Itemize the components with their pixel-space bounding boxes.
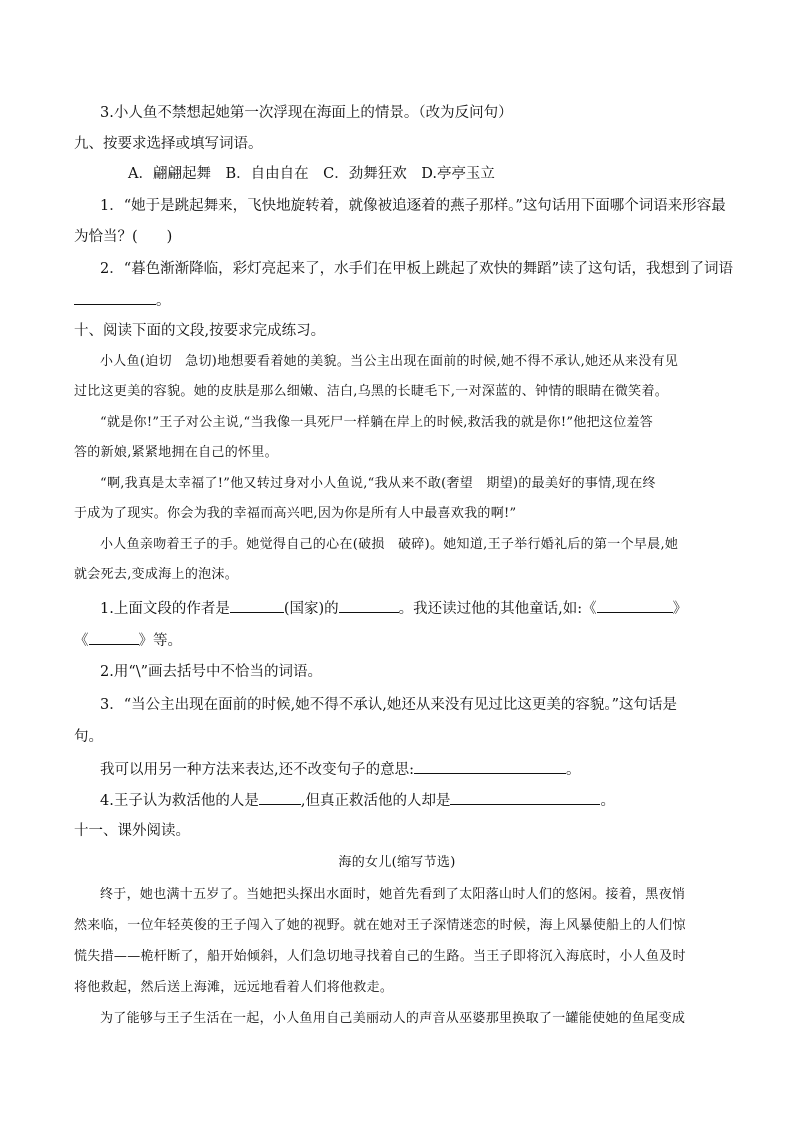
section-10-q3-line2: 句。 bbox=[74, 729, 103, 745]
real-savior-blank[interactable] bbox=[450, 790, 600, 805]
section-9-q1-line2: 为恰当？( ) bbox=[74, 229, 173, 245]
section-9-q2-line1: 2．“暮色渐渐降临，彩灯亮起来了，水手们在甲板上跳起了欢快的舞蹈”读了这句话，我想到了词语 bbox=[100, 261, 734, 277]
period: 。 bbox=[566, 762, 581, 778]
author-country-blank[interactable] bbox=[230, 598, 284, 613]
section-10-q3-line1: 3．“当公主出现在面前的时候,她不得不承认,她还从来没有见过比这更美的容貌。”这句话是 bbox=[100, 697, 678, 713]
section-9-heading: 九、按要求选择或填写词语。 bbox=[74, 136, 263, 152]
q1-text-c: 。我还读过他的其他童话,如:《 bbox=[398, 601, 597, 617]
section-11-heading: 十一、课外阅读。 bbox=[74, 823, 190, 839]
answer-blank[interactable] bbox=[74, 290, 156, 305]
question-8-3: 3.小人鱼不禁想起她第一次浮现在海面上的情景。（改为反问句） bbox=[100, 105, 513, 121]
q1-text-a: 1.上面文段的作者是 bbox=[100, 601, 230, 617]
story-title-blank-1[interactable] bbox=[597, 598, 673, 613]
word-options: A．翩翩起舞 B．自由自在 C．劲舞狂欢 D.亭亭玉立 bbox=[128, 166, 495, 182]
q4-text-a: 4.王子认为救活他的人是 bbox=[100, 793, 259, 809]
passage-11-p1-line1: 终于，她也满十五岁了。当她把头探出水面时，她首先看到了太阳落山时人们的悠闲。接着，黑夜悄 bbox=[100, 887, 686, 902]
passage-11-p1-line2: 然来临，一位年轻英俊的王子闯入了她的视野。就在她对王子深情迷恋的时候，海上风暴使船上的人们惊 bbox=[74, 918, 686, 933]
section-10-heading: 十、阅读下面的文段,按要求完成练习。 bbox=[74, 323, 326, 339]
section-10-q2: 2.用“\”画去括号中不恰当的词语。 bbox=[100, 664, 323, 680]
section-9-q1-line1: 1．“她于是跳起舞来，飞快地旋转着，就像被追逐着的燕子那样。”这句话用下面哪个词语来形容最 bbox=[100, 198, 726, 214]
q4-text-c: 。 bbox=[600, 793, 615, 809]
section-10-q4 bbox=[100, 790, 750, 811]
author-name-blank[interactable] bbox=[339, 598, 399, 613]
section-10-q1-line1 bbox=[100, 598, 750, 619]
section-9-q2-line2 bbox=[74, 290, 724, 311]
passage-10-p4-line2: 就会死去,变成海上的泡沫。 bbox=[74, 567, 239, 582]
q4-text-b: ,但真正救活他的人却是 bbox=[300, 793, 451, 809]
passage-10-p3-line2: 于成为了现实。你会为我的幸福而高兴吧,因为你是所有人中最喜欢我的啊!” bbox=[74, 506, 517, 521]
passage-10-p2-line2: 答的新娘,紧紧地拥在自己的怀里。 bbox=[74, 445, 278, 460]
story-title-blank-2[interactable] bbox=[89, 630, 139, 645]
passage-11-p2-line1: 为了能够与王子生活在一起，小人鱼用自己美丽动人的声音从巫婆那里换取了一罐能使她的鱼尾变成 bbox=[100, 1011, 686, 1026]
passage-10-p1-line1: 小人鱼(迫切 急切)地想要看着她的美貌。当公主出现在面前的时候,她不得不承认,她还从来没有见 bbox=[100, 354, 679, 369]
passage-10-p4-line1: 小人鱼亲吻着王子的手。她觉得自己的心在(破损 破碎)。她知道,王子举行婚礼后的第一个早晨,她 bbox=[100, 537, 679, 552]
passage-10-p1-line2: 过比这更美的容貌。她的皮肤是那么细嫩、洁白,乌黑的长睫毛下,一对深蓝的、钟情的眼睛在微笑着。 bbox=[74, 384, 669, 399]
section-10-q1-line2 bbox=[74, 630, 724, 651]
rewrite-blank[interactable] bbox=[414, 759, 566, 774]
period: 。 bbox=[156, 293, 171, 309]
section-10-q3-line3 bbox=[100, 759, 750, 780]
passage-11-p1-line3: 慌失措——桅杆断了，船开始倾斜，人们急切地寻找着自己的生路。当王子即将沉入海底时，小人鱼及时 bbox=[74, 949, 686, 964]
passage-title: 海的女儿(缩写节选) bbox=[338, 855, 456, 870]
q1-text-f: 》等。 bbox=[138, 633, 182, 649]
q1-text-d: 》 bbox=[672, 601, 688, 617]
passage-11-p1-line4: 将他救起，然后送上海滩，远远地看着人们将他救走。 bbox=[74, 980, 394, 995]
prince-thought-blank[interactable] bbox=[259, 790, 301, 805]
passage-10-p2-line1: “就是你!”王子对公主说,“当我像一具死尸一样躺在岸上的时候,救活我的就是你!”他把这位羞答 bbox=[100, 415, 654, 430]
passage-10-p3-line1: “啊,我真是太幸福了!”他又转过身对小人鱼说,“我从来不敢(奢望 期望)的最美好的事情,现在终 bbox=[100, 476, 656, 491]
q1-text-b: (国家)的 bbox=[283, 601, 339, 617]
q3-text: 我可以用另一种方法来表达,还不改变句子的意思: bbox=[100, 762, 414, 778]
q1-text-e: 《 bbox=[74, 633, 89, 649]
